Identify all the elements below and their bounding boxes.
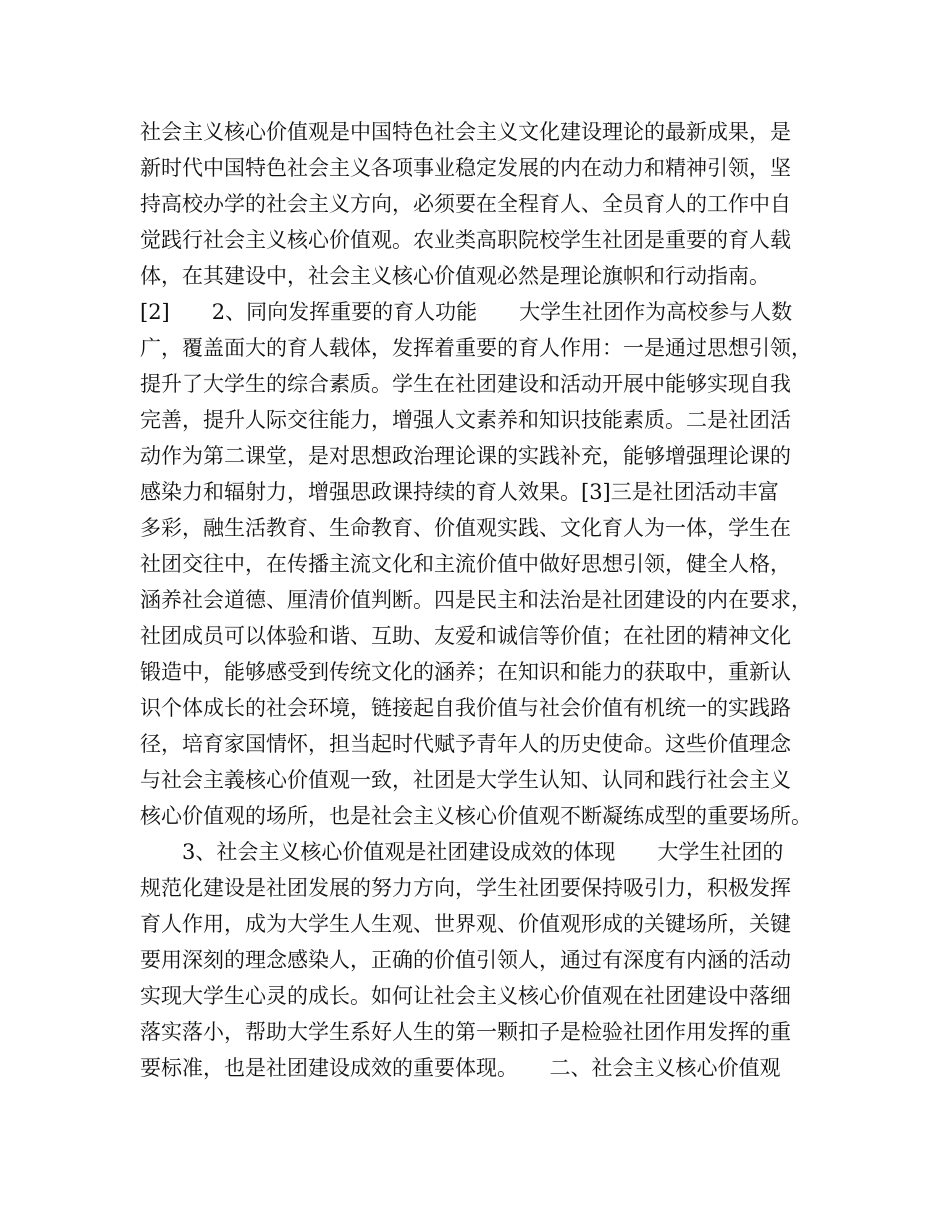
text-line: 育人作用，成为大学生人生观、世界观、价值观形成的关键场所，关键 xyxy=(140,912,791,936)
text-line: 新时代中国特色社会主义各项事业稳定发展的内在动力和精神引领，坚 xyxy=(140,156,791,180)
text-line: 感染力和辐射力，增强思政课持续的育人效果。[3]三是社团活动丰富 xyxy=(140,480,779,504)
text-line: 社会主义核心价值观是中国特色社会主义文化建设理论的最新成果，是 xyxy=(140,120,791,144)
text-line: 动作为第二课堂，是对思想政治理论课的实践补充，能够增强理论课的 xyxy=(140,444,791,468)
text-line: 觉践行社会主义核心价值观。农业类高职院校学生社团是重要的育人载 xyxy=(140,228,791,252)
text-line: 持高校办学的社会主义方向，必须要在全程育人、全员育人的工作中自 xyxy=(140,192,791,216)
text-line: 体，在其建设中，社会主义核心价值观必然是理论旗帜和行动指南。 xyxy=(140,264,770,288)
text-line: 社团交往中，在传播主流文化和主流价值中做好思想引领，健全人格， xyxy=(140,552,791,576)
text-line: 多彩，融生活教育、生命教育、价值观实践、文化育人为一体，学生在 xyxy=(140,516,791,540)
text-line: [2] 2、同向发挥重要的育人功能 大学生社团作为高校参与人数 xyxy=(140,300,793,324)
text-line: 识个体成长的社会环境，链接起自我价值与社会价值有机统一的实践路 xyxy=(140,696,791,720)
text-line: 规范化建设是社团发展的努力方向，学生社团要保持吸引力，积极发挥 xyxy=(140,876,791,900)
text-line: 与社会主義核心价值观一致，社团是大学生认知、认同和践行社会主义 xyxy=(140,768,791,792)
text-line: 社团成员可以体验和谐、互助、友爱和诚信等价值；在社团的精神文化 xyxy=(140,624,791,648)
text-line: 完善，提升人际交往能力，增强人文素养和知识技能素质。二是社团活 xyxy=(140,408,791,432)
text-line: 径，培育家国情怀，担当起时代赋予青年人的历史使命。这些价值理念 xyxy=(140,732,791,756)
text-line: 3、社会主义核心价值观是社团建设成效的体现 大学生社团的 xyxy=(140,840,784,864)
text-line: 提升了大学生的综合素质。学生在社团建设和活动开展中能够实现自我 xyxy=(140,372,791,396)
text-line: 核心价值观的场所，也是社会主义核心价值观不断凝练成型的重要场所。 xyxy=(140,804,812,828)
text-line: 要标准，也是社团建设成效的重要体现。 二、社会主义核心价值观 xyxy=(140,1056,781,1080)
text-line: 锻造中，能够感受到传统文化的涵养；在知识和能力的获取中，重新认 xyxy=(140,660,791,684)
text-line: 落实落小，帮助大学生系好人生的第一颗扣子是检验社团作用发挥的重 xyxy=(140,1020,791,1044)
text-line: 要用深刻的理念感染人，正确的价值引领人，通过有深度有内涵的活动 xyxy=(140,948,791,972)
body-text xyxy=(140,114,830,1086)
text-line: 涵养社会道德、厘清价值判断。四是民主和法治是社团建设的内在要求， xyxy=(140,588,812,612)
text-line: 广，覆盖面大的育人载体，发挥着重要的育人作用：一是通过思想引领， xyxy=(140,336,812,360)
text-line: 实现大学生心灵的成长。如何让社会主义核心价值观在社团建设中落细 xyxy=(140,984,791,1008)
